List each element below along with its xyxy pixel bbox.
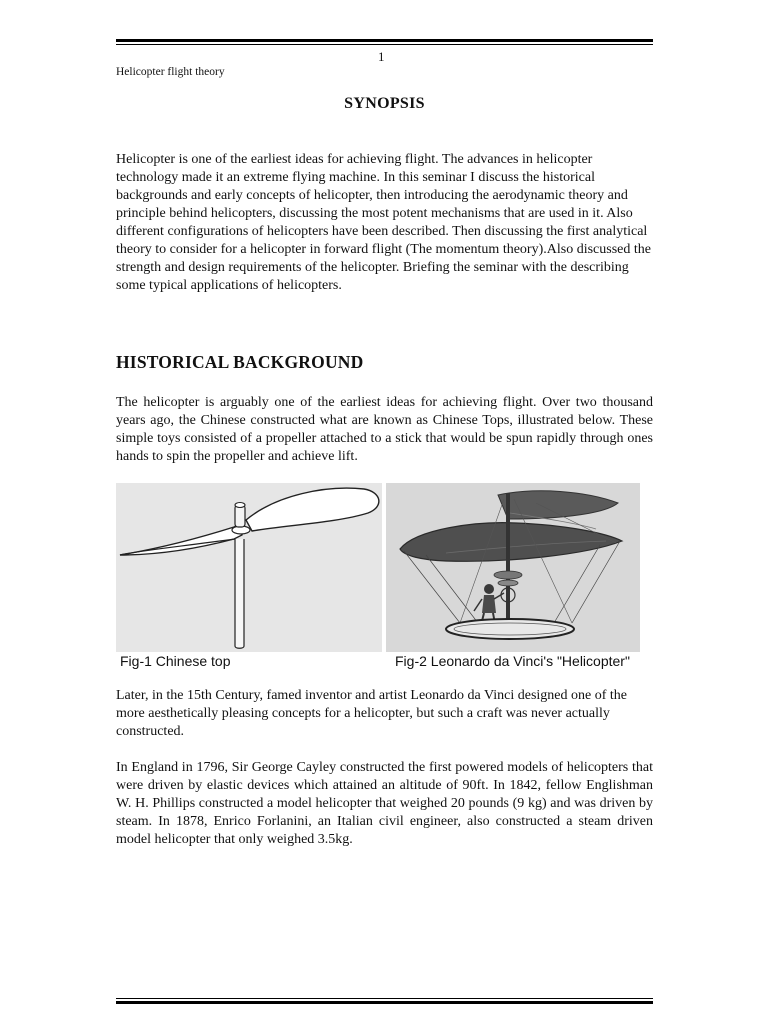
synopsis-title: SYNOPSIS <box>344 95 425 112</box>
da-vinci-helicopter-figure <box>386 483 640 652</box>
synopsis-body: Helicopter is one of the earliest ideas for achieving flight. The advances in helicopter technology made it an extreme flying machine. In this seminar I discuss the historical backgrounds and early concepts of helicopter, then introducing the aerodynamic theory and principle behind helicopters, discussing the most potent mechanisms that are used in it. Also different configurations of helicopters have been described. Then discussing the first analytical theory to consider for a helicopter in forward flight (The momentum theory).Also discussed the strength and design requirements of the helicopter. Briefing the seminar with the describing some typical applications of helicopters. <box>116 152 651 293</box>
historical-paragraph-2: Later, in the 15th Century, famed inventor and artist Leonardo da Vinci designed one of the more aesthetically pleasing concepts for a helicopter, but such a craft was never actually constructed. <box>116 688 627 739</box>
historical-paragraph-1: The helicopter is arguably one of the earliest ideas for achieving flight. Over two thousand years ago, the Chinese constructed what are known as Chinese Tops, illustrated below. These simple toys consisted of a propeller attached to a stick that would be spun rapidly through ones hands to spin the propeller and achieve lift. <box>116 395 653 464</box>
chinese-top-figure <box>116 483 382 652</box>
historical-paragraph-3: In England in 1796, Sir George Cayley constructed the first powered models of helicopters that were driven by elastic devices which attained an altitude of 90ft. In 1842, fellow Englishman W. H. Phillips constructed a model helicopter that weighed 20 pounds (9 kg) and was driven by steam. In 1878, Enrico Forlanini, an Italian civil engineer, also constructed a steam driven model helicopter that only weighed 3.5kg. <box>116 760 653 847</box>
figure-1-caption: Fig-1 Chinese top <box>120 653 231 669</box>
figure-2-caption: Fig-2 Leonardo da Vinci's "Helicopter" <box>395 653 630 669</box>
historical-heading: HISTORICAL BACKGROUND <box>116 352 364 372</box>
top-rule <box>116 39 653 45</box>
running-title: Helicopter flight theory <box>116 66 225 78</box>
page-number: 1 <box>378 49 385 64</box>
bottom-rule <box>116 996 653 1004</box>
